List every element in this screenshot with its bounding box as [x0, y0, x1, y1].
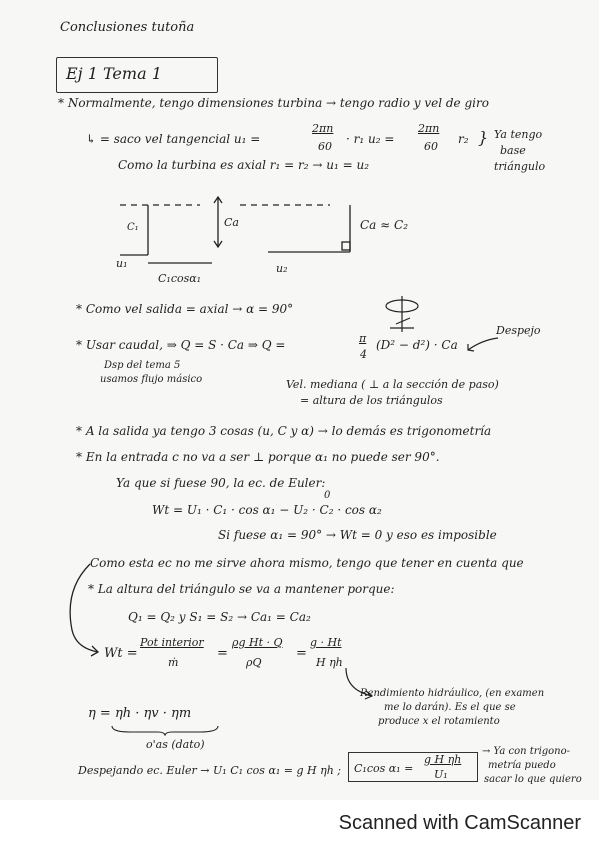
- note-right-2: base: [500, 144, 526, 157]
- fraction-pi-num: π: [359, 332, 367, 345]
- line-18-note2: metría puedo: [488, 760, 556, 771]
- brace: }: [478, 128, 489, 147]
- despejo-note: Despejo: [496, 324, 541, 337]
- line-8: * En la entrada c no va a ser ⊥ porque α₁ no puede ser 90°.: [76, 450, 440, 464]
- line-15-lhs: Wt =: [104, 646, 138, 661]
- line-5b: (D² − d²) · Ca: [376, 338, 458, 352]
- fraction-pi-den: 4: [360, 348, 367, 361]
- fraction-pot-den: ṁ: [168, 656, 179, 669]
- fraction-rho-num: ρg Ht · Q: [232, 636, 283, 649]
- line-12: Como esta ec no me sirve ahora mismo, tengo que tener en cuenta que: [90, 556, 524, 570]
- page-heading: Conclusiones tutoña: [60, 20, 195, 35]
- line-2b: · r₁ u₂ =: [346, 132, 395, 146]
- line-1: * Normalmente, tengo dimensiones turbina → tengo radio y vel de giro: [58, 96, 489, 110]
- line-11: Si fuese α₁ = 90° → Wt = 0 y eso es imposible: [218, 528, 497, 542]
- fraction-g-den: H ηh: [316, 656, 343, 669]
- line-10: Wt = U₁ · C₁ · cos α₁ − U₂ · C₂ · cos α₂: [152, 503, 382, 517]
- equals-1: =: [217, 646, 228, 661]
- footer-bar: [0, 800, 599, 848]
- line-17b: me lo darán). Es el que se: [384, 702, 516, 713]
- fraction-u1-num: 2πn: [312, 122, 334, 135]
- fraction-u2-num: 2πn: [418, 122, 440, 135]
- line-18-note1: → Ya con trigono-: [482, 746, 571, 757]
- diagram-c1cos: C₁cosα₁: [158, 272, 202, 285]
- line-5-sub1: Dsp del tema 5: [104, 360, 181, 371]
- equals-2: =: [296, 646, 307, 661]
- line-3: Como la turbina es axial r₁ = r₂ → u₁ = u₂: [118, 158, 369, 172]
- line-4: * Como vel salida = axial → α = 90°: [76, 302, 294, 316]
- exercise-title: Ej 1 Tema 1: [66, 64, 162, 83]
- result-den: U₁: [434, 768, 448, 781]
- line-5-sub2: usamos flujo másico: [100, 374, 203, 385]
- fraction-u1-den: 60: [318, 140, 332, 153]
- line-6b: = altura de los triángulos: [300, 394, 443, 407]
- line-2a: ↳ = saco vel tangencial u₁ =: [86, 132, 261, 146]
- scanner-watermark: Scanned with CamScanner: [338, 812, 581, 834]
- fraction-g-num: g · Ht: [310, 636, 342, 649]
- line-13: * La altura del triángulo se va a mantener porque:: [88, 582, 395, 596]
- line-14: Q₁ = Q₂ y S₁ = S₂ → Ca₁ = Ca₂: [128, 610, 311, 624]
- note-right-3: triángulo: [494, 160, 546, 173]
- line-10-zero: 0: [324, 490, 331, 501]
- line-17a: Rendimiento hidráulico, (en examen: [360, 688, 545, 699]
- line-5a: * Usar caudal, ⇒ Q = S · Ca ⇒ Q =: [76, 338, 286, 352]
- rotor-sketch: [380, 294, 426, 336]
- diagram-u2: u₂: [276, 262, 288, 275]
- line-17c: produce x el rotamiento: [378, 716, 500, 727]
- fraction-rho-den: ρQ: [246, 656, 262, 669]
- bracket-arrow: [60, 560, 108, 660]
- despejo-arrow: [462, 334, 500, 356]
- line-7: * A la salida ya tengo 3 cosas (u, C y α) → lo demás es trigonometría: [76, 424, 492, 438]
- velocity-triangles-sketch: [100, 195, 430, 280]
- line-18-note3: sacar lo que quiero: [484, 774, 582, 785]
- diagram-ca1: Ca: [224, 216, 239, 229]
- underbrace: [110, 724, 220, 736]
- fraction-pot-num: Pot interior: [140, 636, 204, 649]
- fraction-u2-den: 60: [424, 140, 438, 153]
- diagram-ca2: Ca ≈ C₂: [360, 218, 409, 232]
- result-lhs: C₁cos α₁ =: [354, 762, 414, 775]
- diagram-u1: u₁: [116, 257, 128, 270]
- line-18: Despejando ec. Euler → U₁ C₁ cos α₁ = g H ηh ;: [78, 764, 341, 777]
- line-16: η = ηh · ηv · ηm: [88, 706, 192, 721]
- line-9: Ya que si fuese 90, la ec. de Euler:: [116, 476, 326, 490]
- line-2c: r₂: [458, 132, 469, 146]
- note-right-1: Ya tengo: [494, 128, 543, 141]
- line-6a: Vel. mediana ( ⊥ a la sección de paso): [286, 378, 499, 391]
- result-num: g H ηh: [424, 753, 462, 766]
- diagram-c1: C₁: [127, 222, 139, 233]
- line-16-sub: o'as (dato): [146, 738, 205, 751]
